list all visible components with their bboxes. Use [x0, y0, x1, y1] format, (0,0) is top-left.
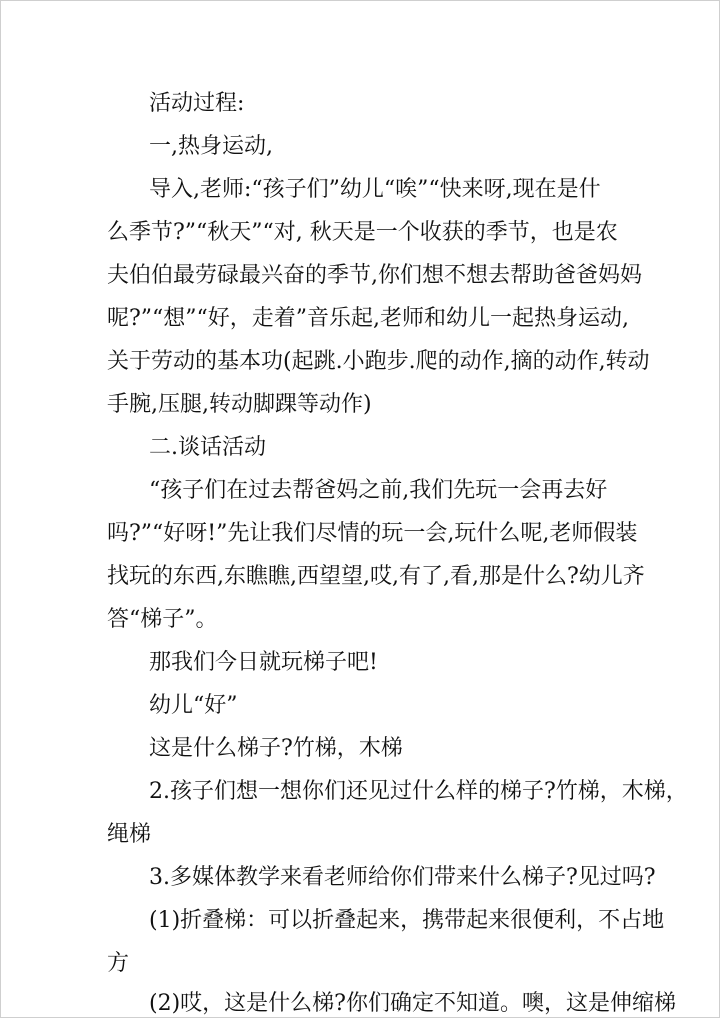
paragraph-line: 找玩的东西,东瞧瞧,西望望,哎,有了,看,那是什么?幼儿齐	[107, 564, 645, 589]
paragraph-line: 吗?”“好呀!”先让我们尽情的玩一会,玩什么呢,老师假装	[107, 521, 638, 546]
paragraph-line: 手腕,压腿,转动脚踝等动作)	[107, 392, 372, 417]
paragraph-line: 那我们今日就玩梯子吧!	[149, 650, 378, 675]
subheading-conversation: 二.谈话活动	[149, 435, 266, 460]
paragraph-line: 导入,老师:“孩子们”幼儿“唉”“快来呀,现在是什	[149, 177, 601, 202]
list-item-line: (2)哎，这是什么梯?你们确定不知道。噢，这是伸缩梯	[149, 991, 676, 1016]
paragraph-line: 关于劳动的基本功(起跳.小跑步.爬的动作,摘的动作,转动	[107, 349, 650, 374]
list-item-line: 方	[107, 951, 130, 976]
paragraph-line: 幼儿“好”	[149, 693, 238, 718]
paragraph-line: 答“梯子”。	[107, 607, 218, 632]
paragraph-line: 夫伯伯最劳碌最兴奋的季节,你们想不想去帮助爸爸妈妈	[107, 263, 642, 288]
subheading-warmup: 一,热身运动,	[149, 134, 273, 159]
paragraph-line: 么季节?”“秋天”“对, 秋天是一个收获的季节，也是农	[107, 220, 618, 245]
paragraph-line: 呢?”“想”“好，走着”音乐起,老师和幼儿一起热身运动,	[107, 306, 630, 331]
list-item-line: 2.孩子们想一想你们还见过什么样的梯子?竹梯，木梯，	[149, 779, 688, 804]
list-item-line: (1)折叠梯：可以折叠起来，携带起来很便利，不占地	[149, 908, 665, 933]
paragraph-line: 这是什么梯子?竹梯，木梯	[149, 736, 403, 761]
section-heading-activity-process: 活动过程:	[149, 91, 245, 116]
paragraph-line: “孩子们在过去帮爸妈之前,我们先玩一会再去好	[149, 478, 608, 503]
list-item-line: 绳梯	[107, 822, 152, 847]
list-item-line: 3.多媒体教学来看老师给你们带来什么梯子?见过吗?	[149, 865, 656, 890]
